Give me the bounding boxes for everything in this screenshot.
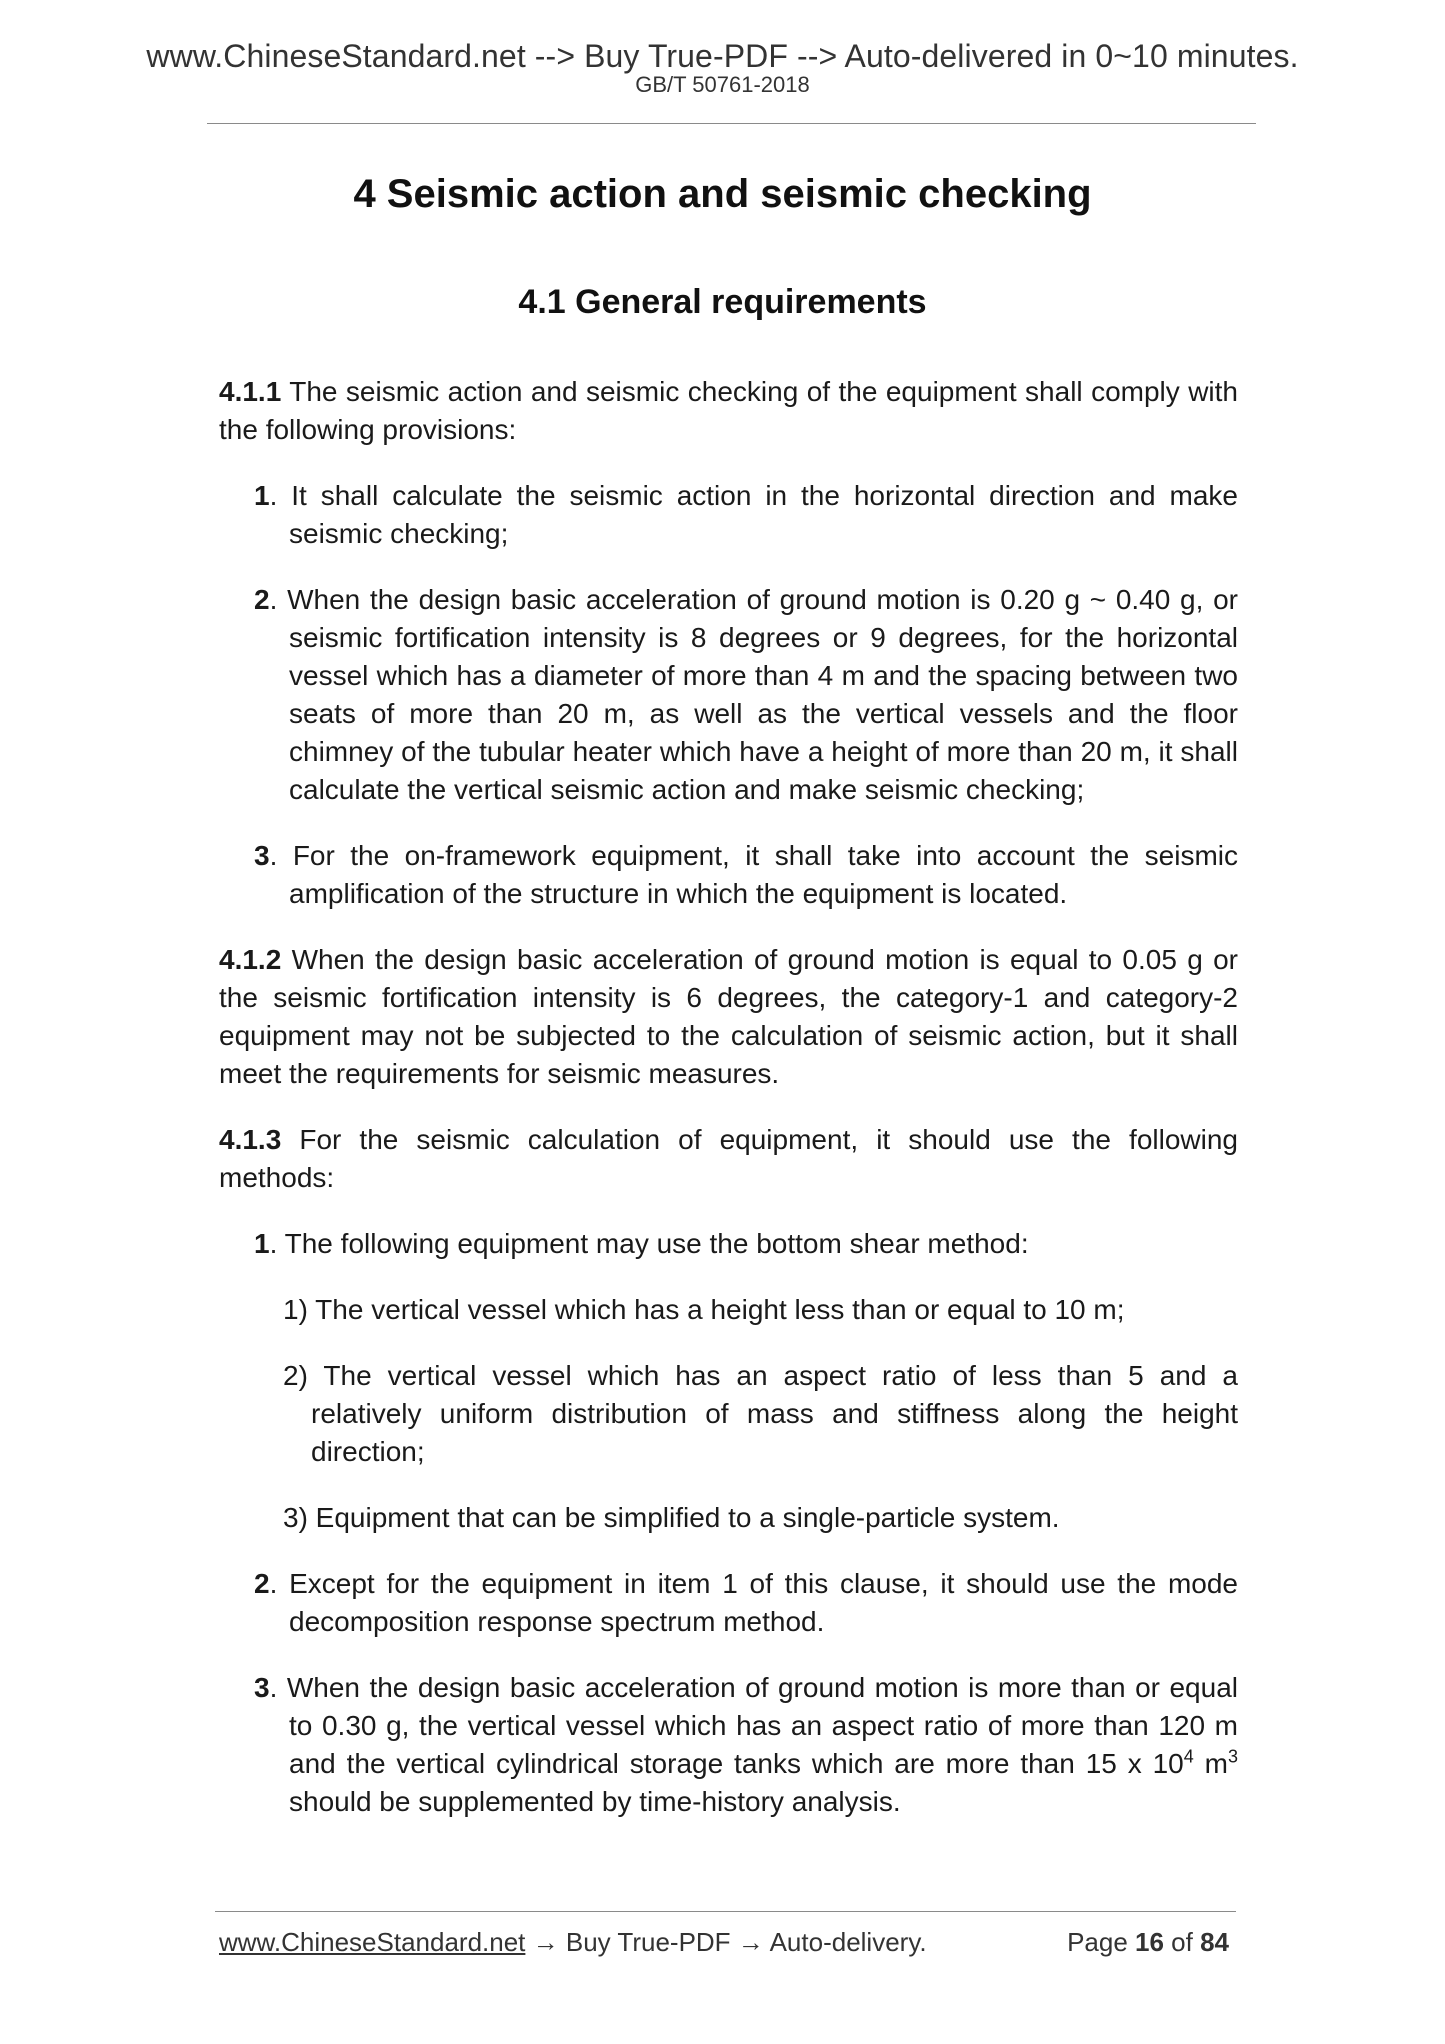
list-item bbox=[254, 1565, 1238, 1641]
list-item bbox=[254, 1225, 1238, 1263]
item-text: m bbox=[1193, 1748, 1228, 1779]
clause-text: The seismic action and seismic checking of the equipment shall comply with the following provisions: bbox=[219, 376, 1238, 445]
clause-4-1-3 bbox=[219, 1121, 1238, 1197]
page-label: Page bbox=[1067, 1927, 1136, 1957]
page-footer bbox=[219, 1927, 1229, 1958]
page-total: 84 bbox=[1200, 1927, 1229, 1957]
footer-divider bbox=[215, 1911, 1236, 1912]
superscript: 3 bbox=[1228, 1746, 1239, 1767]
item-text: . When the design basic acceleration of ground motion is more than or equal to 0.30 g, the vertical vessel which has an aspect ratio of more than 120 m and the vertical cylindrical storage tanks which are more than 15 x 10 bbox=[269, 1672, 1238, 1779]
arrow-icon: → bbox=[730, 1927, 770, 1957]
list-item bbox=[254, 837, 1238, 913]
chapter-title: 4 Seismic action and seismic checking bbox=[353, 172, 1092, 216]
clause-number: 4.1.1 bbox=[219, 376, 282, 407]
clause-4-1-1 bbox=[219, 373, 1238, 449]
item-text: . For the on-framework equipment, it shall take into account the seismic amplification of the structure in which the equipment is located. bbox=[269, 840, 1238, 909]
item-number: 3 bbox=[254, 1672, 270, 1703]
clause-text: For the seismic calculation of equipment, it should use the following methods: bbox=[219, 1124, 1238, 1193]
document-body bbox=[219, 373, 1238, 1849]
header-divider bbox=[207, 123, 1256, 124]
footer-site-link[interactable]: www.ChineseStandard.net bbox=[219, 1927, 526, 1957]
sub-item: 2) The vertical vessel which has an aspect ratio of less than 5 and a relatively uniform distribution of mass and stiffness along the height direction; bbox=[283, 1360, 1238, 1467]
page-counter bbox=[1067, 1927, 1229, 1958]
item-text: . Except for the equipment in item 1 of this clause, it should use the mode decomposition response spectrum method. bbox=[269, 1568, 1238, 1637]
sub-item: 3) Equipment that can be simplified to a single-particle system. bbox=[283, 1502, 1060, 1533]
arrow-icon: → bbox=[525, 1927, 566, 1957]
clause-number: 4.1.3 bbox=[219, 1124, 282, 1155]
item-text: . When the design basic acceleration of ground motion is 0.20 g ~ 0.40 g, or seismic fortification intensity is 8 degrees or 9 degrees, for the horizontal vessel which has a diameter of more than 4 m and the spacing between two seats of more than 20 m, as well as the vertical vessels and the floor chimney of the tubular heater which have a height of more than 20 m, it shall calculate the vertical seismic action and make seismic checking; bbox=[269, 584, 1238, 805]
superscript: 4 bbox=[1183, 1746, 1194, 1767]
list-item bbox=[254, 1669, 1238, 1821]
item-number: 1 bbox=[254, 1228, 270, 1259]
item-text: . The following equipment may use the bottom shear method: bbox=[269, 1228, 1029, 1259]
item-number: 2 bbox=[254, 584, 270, 615]
clause-text: When the design basic acceleration of ground motion is equal to 0.05 g or the seismic fortification intensity is 6 degrees, the category-1 and category-2 equipment may not be subjected to the calculation of seismic action, but it shall meet the requirements for seismic measures. bbox=[219, 944, 1238, 1089]
list-item bbox=[254, 477, 1238, 553]
of-label: of bbox=[1163, 1927, 1201, 1957]
header-banner: www.ChineseStandard.net --> Buy True-PDF --> Auto-delivered in 0~10 minutes. bbox=[146, 38, 1299, 74]
item-number: 3 bbox=[254, 840, 270, 871]
footer-buy-text: Buy True-PDF bbox=[565, 1927, 731, 1957]
item-number: 2 bbox=[254, 1568, 270, 1599]
footer-delivery-text: Auto-delivery. bbox=[769, 1927, 927, 1957]
section-title: 4.1 General requirements bbox=[518, 283, 927, 321]
list-item bbox=[254, 581, 1238, 809]
item-text: should be supplemented by time-history analysis. bbox=[289, 1786, 901, 1817]
item-number: 1 bbox=[254, 480, 270, 511]
document-code: GB/T 50761-2018 bbox=[635, 72, 810, 97]
item-text: . It shall calculate the seismic action in the horizontal direction and make seismic checking; bbox=[269, 480, 1238, 549]
page-number: 16 bbox=[1135, 1927, 1164, 1957]
clause-4-1-2 bbox=[219, 941, 1238, 1093]
sub-item: 1) The vertical vessel which has a height less than or equal to 10 m; bbox=[283, 1294, 1125, 1325]
clause-number: 4.1.2 bbox=[219, 944, 282, 975]
